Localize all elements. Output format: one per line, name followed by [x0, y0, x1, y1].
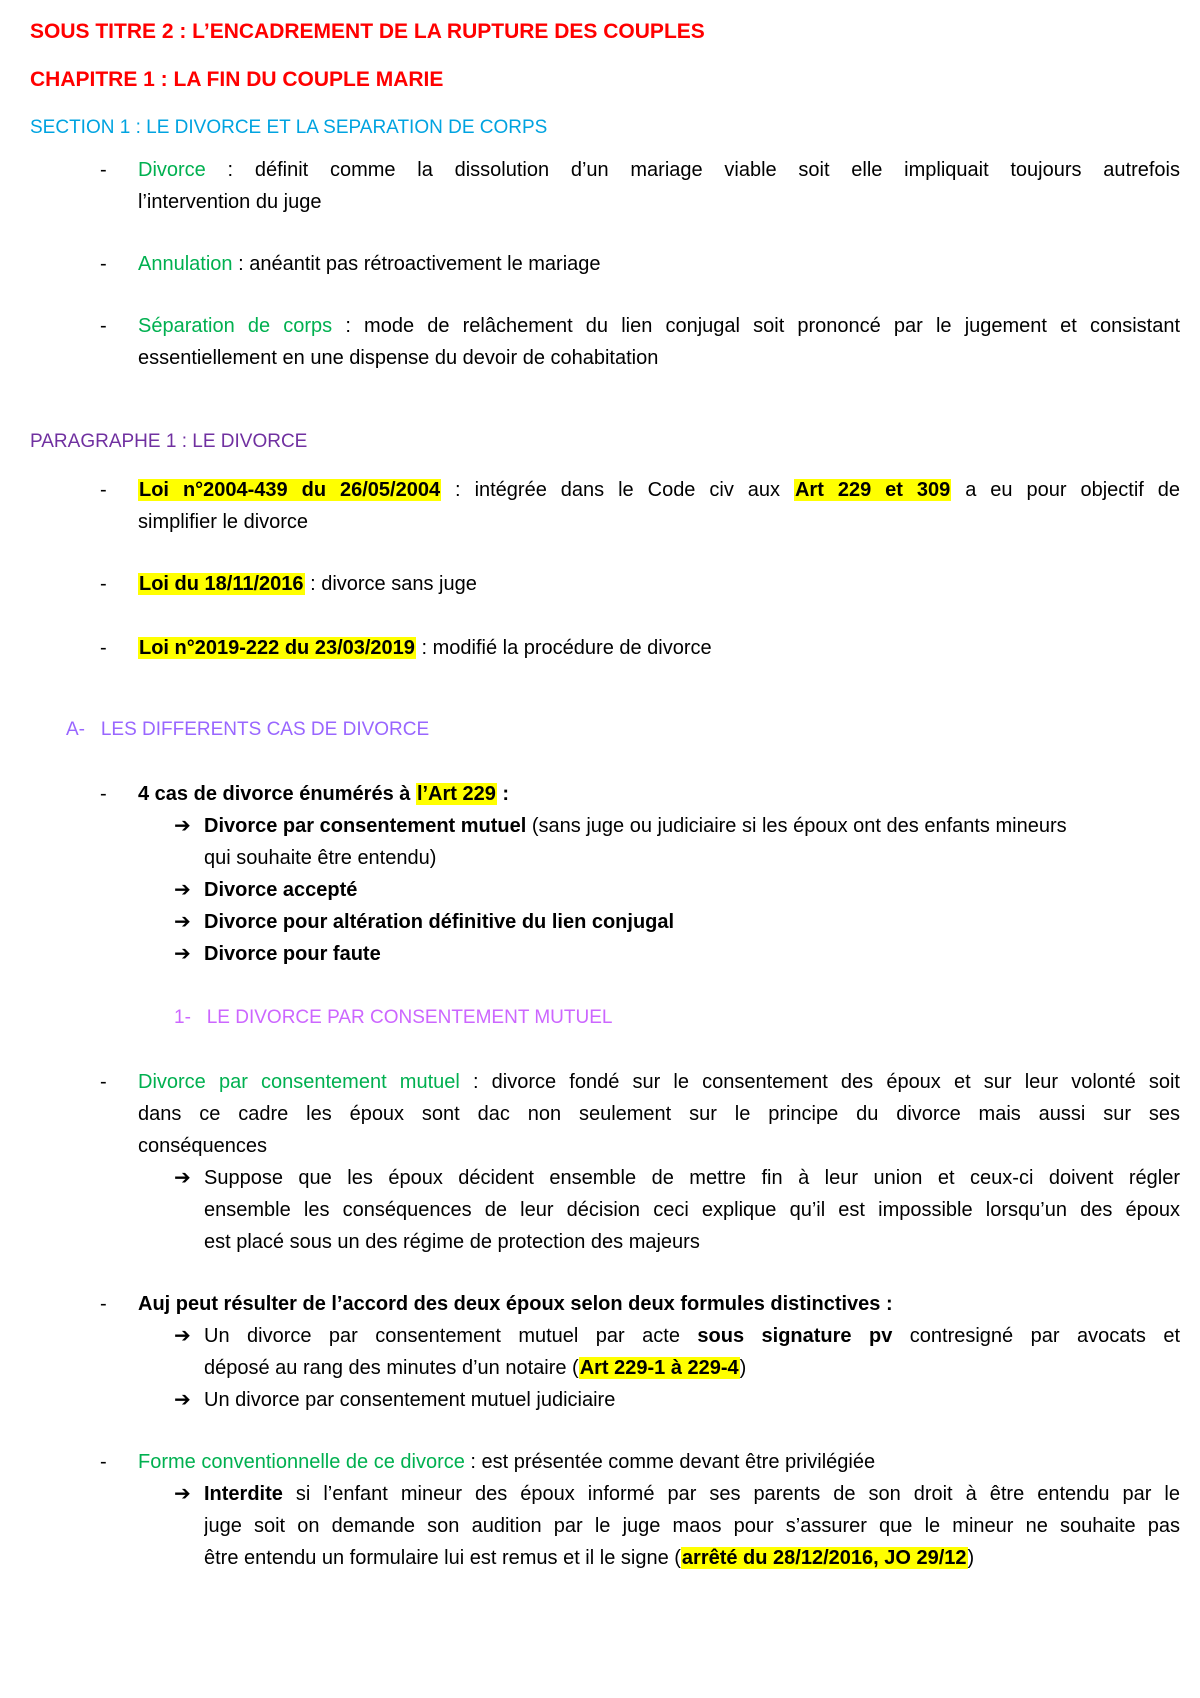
formule-1-bold: sous signature pv — [697, 1325, 893, 1347]
sous-titre-heading: SOUS TITRE 2 : L’ENCADREMENT DE LA RUPTURE DES COUPLES — [30, 20, 705, 43]
arrow-icon-row — [174, 1322, 204, 1350]
separation-text: : mode de relâchement du lien conjugal soit prononcé par le jugement et consistant — [332, 315, 1180, 337]
forme-text: : est présentée comme devant être privilégiée — [464, 1451, 876, 1473]
formule-1-line2-close: ) — [739, 1357, 747, 1379]
cas-item-3-label: Divorce pour altération définitive du lien conjugal — [204, 911, 675, 933]
cas-item-2-label: Divorce accepté — [204, 879, 358, 901]
separation-definition-line1 — [138, 312, 1180, 340]
arrow-icon-row — [174, 1164, 204, 1192]
formule-1-line2 — [204, 1354, 746, 1382]
cas-colon: : — [496, 783, 510, 805]
loi-2016-ref: Loi du 18/11/2016 — [139, 573, 304, 595]
bullet-dash: - — [100, 573, 107, 595]
cas-item-1-label: Divorce par consentement mutuel — [204, 815, 527, 837]
interdite-bold: Interdite — [204, 1483, 283, 1505]
formule-1-text-a: Un divorce par consentement mutuel par acte — [204, 1325, 698, 1347]
bullet-dash: - — [100, 1451, 107, 1473]
divorce-term: Divorce — [138, 159, 206, 181]
cas-item-1-line1 — [174, 812, 1067, 840]
consentement-def-line1 — [138, 1068, 1180, 1096]
forme-conventionnelle — [138, 1448, 875, 1476]
divorce-definition-line2: l’intervention du juge — [138, 191, 322, 213]
consentement-def-line3: conséquences — [138, 1135, 267, 1157]
loi-2016-text: : divorce sans juge — [304, 573, 477, 595]
cas-intro — [138, 780, 509, 808]
chapitre-heading: CHAPITRE 1 : LA FIN DU COUPLE MARIE — [30, 68, 444, 91]
interdite-line2: juge soit on demande son audition par le juge maos pour s’assurer que le mineur ne souhaite pas — [204, 1515, 1180, 1537]
annulation-definition — [138, 250, 601, 278]
art-229-ref: l’Art 229 — [416, 783, 496, 805]
interdite-line1 — [204, 1480, 1180, 1508]
arrow-icon-row — [174, 1480, 204, 1508]
formule-2-text: Un divorce par consentement mutuel judiciaire — [204, 1389, 616, 1411]
arrete-ref: arrêté du 28/12/2016, JO 29/12 — [681, 1547, 967, 1569]
separation-definition-line2: essentiellement en une dispense du devoir de cohabitation — [138, 347, 659, 369]
bullet-dash: - — [100, 315, 107, 337]
paragraphe-heading: PARAGRAPHE 1 : LE DIVORCE — [30, 431, 308, 452]
auj-line: Auj peut résulter de l’accord des deux époux selon deux formules distinctives : — [138, 1293, 893, 1315]
loi-2019-ref: Loi n°2019-222 du 23/03/2019 — [139, 637, 415, 659]
cas-item-4-label: Divorce pour faute — [204, 943, 381, 965]
suppose-line3: est placé sous un des régime de protection des majeurs — [204, 1231, 700, 1253]
loi-2004-line2: simplifier le divorce — [138, 511, 309, 533]
formule-1-line1 — [204, 1322, 1180, 1350]
arrow-icon: ➔ — [174, 1483, 191, 1505]
forme-term: Forme conventionnelle de ce divorce — [138, 1451, 465, 1473]
bullet-dash: - — [100, 159, 107, 181]
arrow-icon: ➔ — [174, 1167, 191, 1189]
interdite-line3-close: ) — [967, 1547, 975, 1569]
arrow-icon: ➔ — [174, 1389, 191, 1411]
divorce-definition-line1 — [138, 156, 1180, 184]
loi-2019 — [138, 634, 712, 662]
interdite-text: si l’enfant mineur des époux informé par ses parents de son droit à être entendu par le — [282, 1483, 1180, 1505]
subheading-1: 1- LE DIVORCE PAR CONSENTEMENT MUTUEL — [174, 1007, 613, 1028]
consentement-def-text: : divorce fondé sur le consentement des époux et sur leur volonté soit — [459, 1071, 1180, 1093]
art-229-309-ref: Art 229 et 309 — [794, 479, 951, 501]
consentement-term: Divorce par consentement mutuel — [138, 1071, 460, 1093]
arrow-icon: ➔ — [174, 943, 191, 965]
loi-2016 — [138, 570, 477, 598]
bullet-dash: - — [100, 253, 107, 275]
consentement-def-line2: dans ce cadre les époux sont dac non seulement sur le principe du divorce mais aussi sur ses — [138, 1103, 1180, 1125]
cas-item-1-line2: qui souhaite être entendu) — [204, 847, 437, 869]
cas-item-3 — [174, 908, 674, 936]
bullet-dash: - — [100, 637, 107, 659]
bullet-dash: - — [100, 479, 107, 501]
cas-item-2 — [174, 876, 357, 904]
bullet-dash: - — [100, 1293, 107, 1315]
arrow-icon: ➔ — [174, 1325, 191, 1347]
interdite-line3 — [204, 1544, 974, 1572]
annulation-term: Annulation — [138, 253, 233, 275]
formule-1-line2-text: déposé au rang des minutes d’un notaire ( — [204, 1357, 579, 1379]
bullet-dash: - — [100, 783, 107, 805]
formule-2 — [174, 1386, 615, 1414]
cas-item-1-text: (sans juge ou judiciaire si les époux ont des enfants mineurs — [526, 815, 1067, 837]
separation-term: Séparation de corps — [138, 315, 333, 337]
divorce-definition-text: : définit comme la dissolution d’un mariage viable soit elle impliquait toujours autrefois — [205, 159, 1180, 181]
formule-1-text-c: contresigné par avocats et — [892, 1325, 1180, 1347]
arrow-icon: ➔ — [174, 879, 191, 901]
interdite-line3-text: être entendu un formulaire lui est remus et il le signe ( — [204, 1547, 681, 1569]
arrow-icon: ➔ — [174, 911, 191, 933]
annulation-text: : anéantit pas rétroactivement le mariage — [232, 253, 601, 275]
bullet-dash: - — [100, 1071, 107, 1093]
loi-2004-line1 — [138, 476, 1180, 504]
loi-2004-ref: Loi n°2004-439 du 26/05/2004 — [139, 479, 441, 501]
suppose-line2: ensemble les conséquences de leur décision ceci explique qu’il est impossible lorsqu’un des époux — [204, 1199, 1180, 1221]
loi-2019-text: : modifié la procédure de divorce — [415, 637, 712, 659]
art-229-1-ref: Art 229-1 à 229-4 — [579, 1357, 739, 1379]
subheading-a: A- LES DIFFERENTS CAS DE DIVORCE — [66, 719, 430, 740]
suppose-line1: Suppose que les époux décident ensemble de mettre fin à leur union et ceux-ci doivent régler — [204, 1167, 1180, 1189]
arrow-icon: ➔ — [174, 815, 191, 837]
section-heading: SECTION 1 : LE DIVORCE ET LA SEPARATION DE CORPS — [30, 117, 548, 138]
loi-2004-text-end: a eu pour objectif de — [951, 479, 1180, 501]
cas-intro-text: 4 cas de divorce énumérés à — [138, 783, 416, 805]
loi-2004-text: : intégrée dans le Code civ aux — [441, 479, 794, 501]
cas-item-4 — [174, 940, 381, 968]
